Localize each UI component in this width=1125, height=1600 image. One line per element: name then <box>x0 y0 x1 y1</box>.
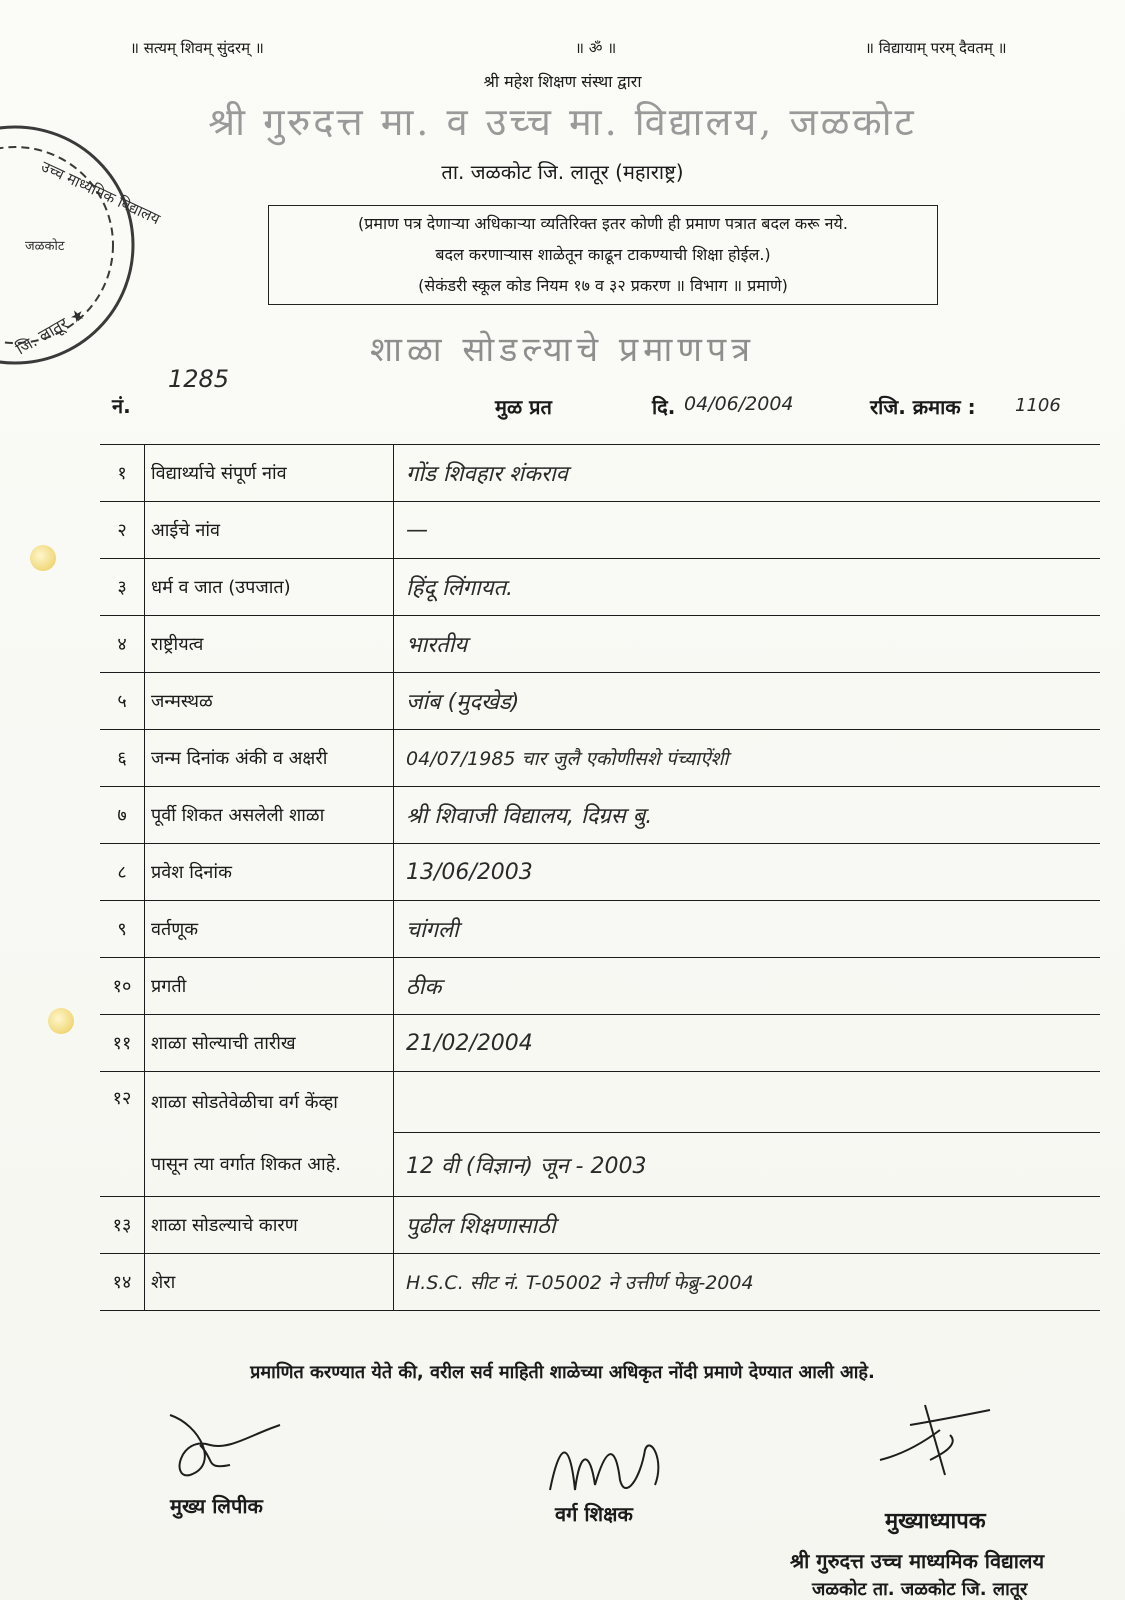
table-row <box>100 958 1100 1015</box>
punch-hole-bottom <box>48 1008 74 1034</box>
table-row <box>100 1133 1100 1197</box>
field-value: 21/02/2004 <box>394 1015 1101 1072</box>
row-number: ४ <box>100 616 145 673</box>
field-label: विद्यार्थ्याचे संपूर्ण नांव <box>145 445 394 502</box>
punch-hole-top <box>30 545 56 571</box>
table-row <box>100 559 1100 616</box>
issue-date: 04/06/2004 <box>684 393 794 415</box>
rules-line-2: बदल करणाऱ्यास शाळेतून काढून टाकण्याची शिक्षा होईल.) <box>435 245 771 264</box>
field-value: पुढील शिक्षणासाठी <box>394 1197 1101 1254</box>
certificate-details-table <box>100 444 1100 1311</box>
field-label-line-2: पासून त्या वर्गात शिकत आहे. <box>145 1133 394 1197</box>
motto-center: ॥ ॐ ॥ <box>575 39 617 57</box>
field-value: जांब (मुदखेड) <box>394 673 1101 730</box>
field-label: प्रगती <box>145 958 394 1015</box>
clerk-signature-label: मुख्य लिपीक <box>170 1494 263 1518</box>
row-number: १४ <box>100 1254 145 1311</box>
row-number: १२ <box>100 1072 145 1197</box>
motto-left: ॥ सत्यम् शिवम् सुंदरम् ॥ <box>130 39 264 57</box>
register-label: रजि. क्रमाक : <box>870 395 976 419</box>
row-number: ५ <box>100 673 145 730</box>
table-row <box>100 1197 1100 1254</box>
clerk-signature <box>160 1405 290 1485</box>
certificate-number: 1285 <box>168 365 230 393</box>
field-label: धर्म व जात (उपजात) <box>145 559 394 616</box>
row-number: २ <box>100 502 145 559</box>
number-label: नं. <box>112 394 131 418</box>
register-number: 1106 <box>1015 395 1061 416</box>
certification-statement: प्रमाणित करण्यात येते की, वरील सर्व माहिती शाळेच्या अधिकृत नोंदी प्रमाणे देण्यात आली आहे. <box>250 1362 875 1383</box>
school-name: श्री गुरुदत्त मा. व उच्च मा. विद्यालय, जळकोट <box>208 100 917 144</box>
table-row <box>100 1072 1100 1133</box>
class-teacher-signature <box>545 1430 685 1510</box>
row-number: १ <box>100 445 145 502</box>
principal-signature-label: मुख्याध्यापक <box>885 1509 986 1534</box>
field-label: जन्मस्थळ <box>145 673 394 730</box>
svg-text:जि. लातूर ★: जि. लातूर ★ <box>12 303 89 359</box>
table-row <box>100 901 1100 958</box>
class-teacher-signature-label: वर्ग शिक्षक <box>555 1502 633 1526</box>
field-label: जन्म दिनांक अंकी व अक्षरी <box>145 730 394 787</box>
certificate-title: शाळा सोडल्याचे प्रमाणपत्र <box>370 330 755 370</box>
table-row <box>100 730 1100 787</box>
school-address: ता. जळकोट जि. लातूर (महाराष्ट्र) <box>441 160 684 184</box>
field-value: चांगली <box>394 901 1101 958</box>
field-value: — <box>394 502 1101 559</box>
field-value: श्री शिवाजी विद्यालय, दिग्रस बु. <box>394 787 1101 844</box>
principal-signature <box>870 1400 1000 1480</box>
stamp-line-2: जळकोट ता. जळकोट जि. लातूर <box>812 1579 1028 1600</box>
field-label: वर्तणूक <box>145 901 394 958</box>
row-number: ६ <box>100 730 145 787</box>
table-row <box>100 616 1100 673</box>
stamp-line-1: श्री गुरुदत्त उच्च माध्यमिक विद्यालय <box>790 1549 1045 1573</box>
field-label-line-1: शाळा सोडतेवेळीचा वर्ग केंव्हा <box>145 1072 394 1133</box>
svg-text:जळकोट: जळकोट <box>25 239 65 254</box>
date-label: दि. <box>652 395 676 419</box>
field-label: शाळा सोल्याची तारीख <box>145 1015 394 1072</box>
field-label: प्रवेश दिनांक <box>145 844 394 901</box>
original-copy-label: मुळ प्रत <box>495 395 552 419</box>
row-number: ३ <box>100 559 145 616</box>
field-label: शाळा सोडल्याचे कारण <box>145 1197 394 1254</box>
field-value: 13/06/2003 <box>394 844 1101 901</box>
rules-notice-box <box>268 205 938 305</box>
field-label: शेरा <box>145 1254 394 1311</box>
table-row <box>100 1254 1100 1311</box>
motto-right: ॥ विद्यायाम् परम् दैवतम् ॥ <box>865 39 1007 57</box>
svg-text:उच्च माध्यमिक विद्यालय: उच्च माध्यमिक विद्यालय <box>38 157 163 229</box>
field-value: H.S.C. सीट नं. T-05002 ने उत्तीर्ण फेब्रु-2004 <box>394 1254 1101 1311</box>
table-row <box>100 673 1100 730</box>
row-number: ११ <box>100 1015 145 1072</box>
row-number: ९ <box>100 901 145 958</box>
table-row <box>100 844 1100 901</box>
field-value: ठीक <box>394 958 1101 1015</box>
table-row <box>100 1015 1100 1072</box>
field-label: आईचे नांव <box>145 502 394 559</box>
table-row <box>100 445 1100 502</box>
row-number: ७ <box>100 787 145 844</box>
field-value: 04/07/1985 चार जुलै एकोणीसशे पंच्याऐंशी <box>394 730 1101 787</box>
field-value: भारतीय <box>394 616 1101 673</box>
field-value: हिंदू लिंगायत. <box>394 559 1101 616</box>
field-value: गोंड शिवहार शंकराव <box>394 445 1101 502</box>
row-number: ८ <box>100 844 145 901</box>
field-value-blank <box>394 1072 1101 1133</box>
field-label: राष्ट्रीयत्व <box>145 616 394 673</box>
rules-line-1: (प्रमाण पत्र देणाऱ्या अधिकाऱ्या व्यतिरिक्त इतर कोणी ही प्रमाण पत्रात बदल करू नये. <box>358 214 848 233</box>
table-row <box>100 787 1100 844</box>
rules-line-3: (सेकंडरी स्कूल कोड नियम १७ व ३२ प्रकरण ॥ विभाग ॥ प्रमाणे) <box>418 276 788 295</box>
field-value: 12 वी (विज्ञान) जून - 2003 <box>394 1133 1101 1197</box>
row-number: १० <box>100 958 145 1015</box>
row-number: १३ <box>100 1197 145 1254</box>
field-label: पूर्वी शिकत असलेली शाळा <box>145 787 394 844</box>
table-row <box>100 502 1100 559</box>
society-name: श्री महेश शिक्षण संस्था द्वारा <box>483 72 642 91</box>
